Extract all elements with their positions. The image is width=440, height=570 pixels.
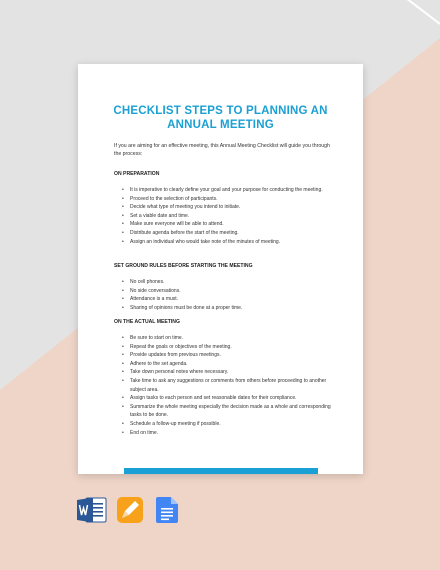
list-item: • Attendance is a must.: [122, 296, 179, 303]
document-page: [78, 64, 363, 474]
list-item: • Take down personal notes where necessary.: [122, 369, 229, 376]
section-heading-preparation: ON PREPARATION: [114, 171, 160, 177]
list-item: • It is imperative to clearly define your goal and your purpose for conducting the meeting.: [122, 187, 323, 193]
actual-meeting-list: [122, 334, 338, 437]
google-docs-icon[interactable]: [156, 497, 178, 523]
list-item: • Make sure everyone will be able to attend.: [122, 221, 224, 228]
word-icon[interactable]: [77, 497, 107, 523]
list-item: • Adhere to the set agenda.: [122, 360, 188, 367]
list-item: • Take time to ask any suggestions or comments from others before proceeding to another subject area.: [122, 377, 327, 393]
list-item: • Summarize the whole meeting especially the decision made as a whole and corresponding tasks to be done.: [122, 403, 331, 419]
document-title: [108, 104, 333, 132]
document-footer-bar: [124, 468, 318, 474]
list-item: • Repeat the goals or objectives of the meeting.: [122, 343, 232, 350]
pages-icon[interactable]: [117, 497, 143, 523]
list-item: • Decide what type of meeting you intend to initiate.: [122, 204, 241, 211]
preparation-list: [122, 186, 338, 246]
list-item: • Assign tasks to each person and set reasonable dates for their compliance.: [122, 395, 297, 402]
list-item: • Schedule a follow-up meeting if possible.: [122, 420, 221, 427]
list-item: • End on time.: [122, 429, 159, 436]
list-item: • Assign an individual who would take note of the minutes of meeting.: [122, 238, 281, 245]
document-title-line1: CHECKLIST STEPS TO PLANNING AN: [113, 105, 328, 117]
section-heading-ground-rules: SET GROUND RULES BEFORE STARTING THE MEETING: [114, 263, 253, 269]
list-item: • Distribute agenda before the start of the meeting.: [122, 229, 239, 236]
list-item: • No side conversations.: [122, 287, 181, 294]
list-item: • Be sure to start on time.: [122, 335, 184, 341]
intro-paragraph: If you are aiming for an effective meeting, this Annual Meeting Checklist will guide you through the process:: [114, 143, 330, 158]
list-item: • Provide updates from previous meetings.: [122, 352, 221, 359]
list-item: • Sharing of opinions must be done at a proper time.: [122, 304, 243, 311]
section-heading-actual-meeting: ON THE ACTUAL MEETING: [114, 319, 180, 325]
list-item: • No cell phones.: [122, 279, 165, 285]
ground-rules-list: [122, 278, 338, 312]
list-item: • Set a viable date and time.: [122, 212, 190, 219]
list-item: • Proceed to the selection of participants.: [122, 195, 218, 202]
document-title-line2: ANNUAL MEETING: [167, 119, 274, 131]
